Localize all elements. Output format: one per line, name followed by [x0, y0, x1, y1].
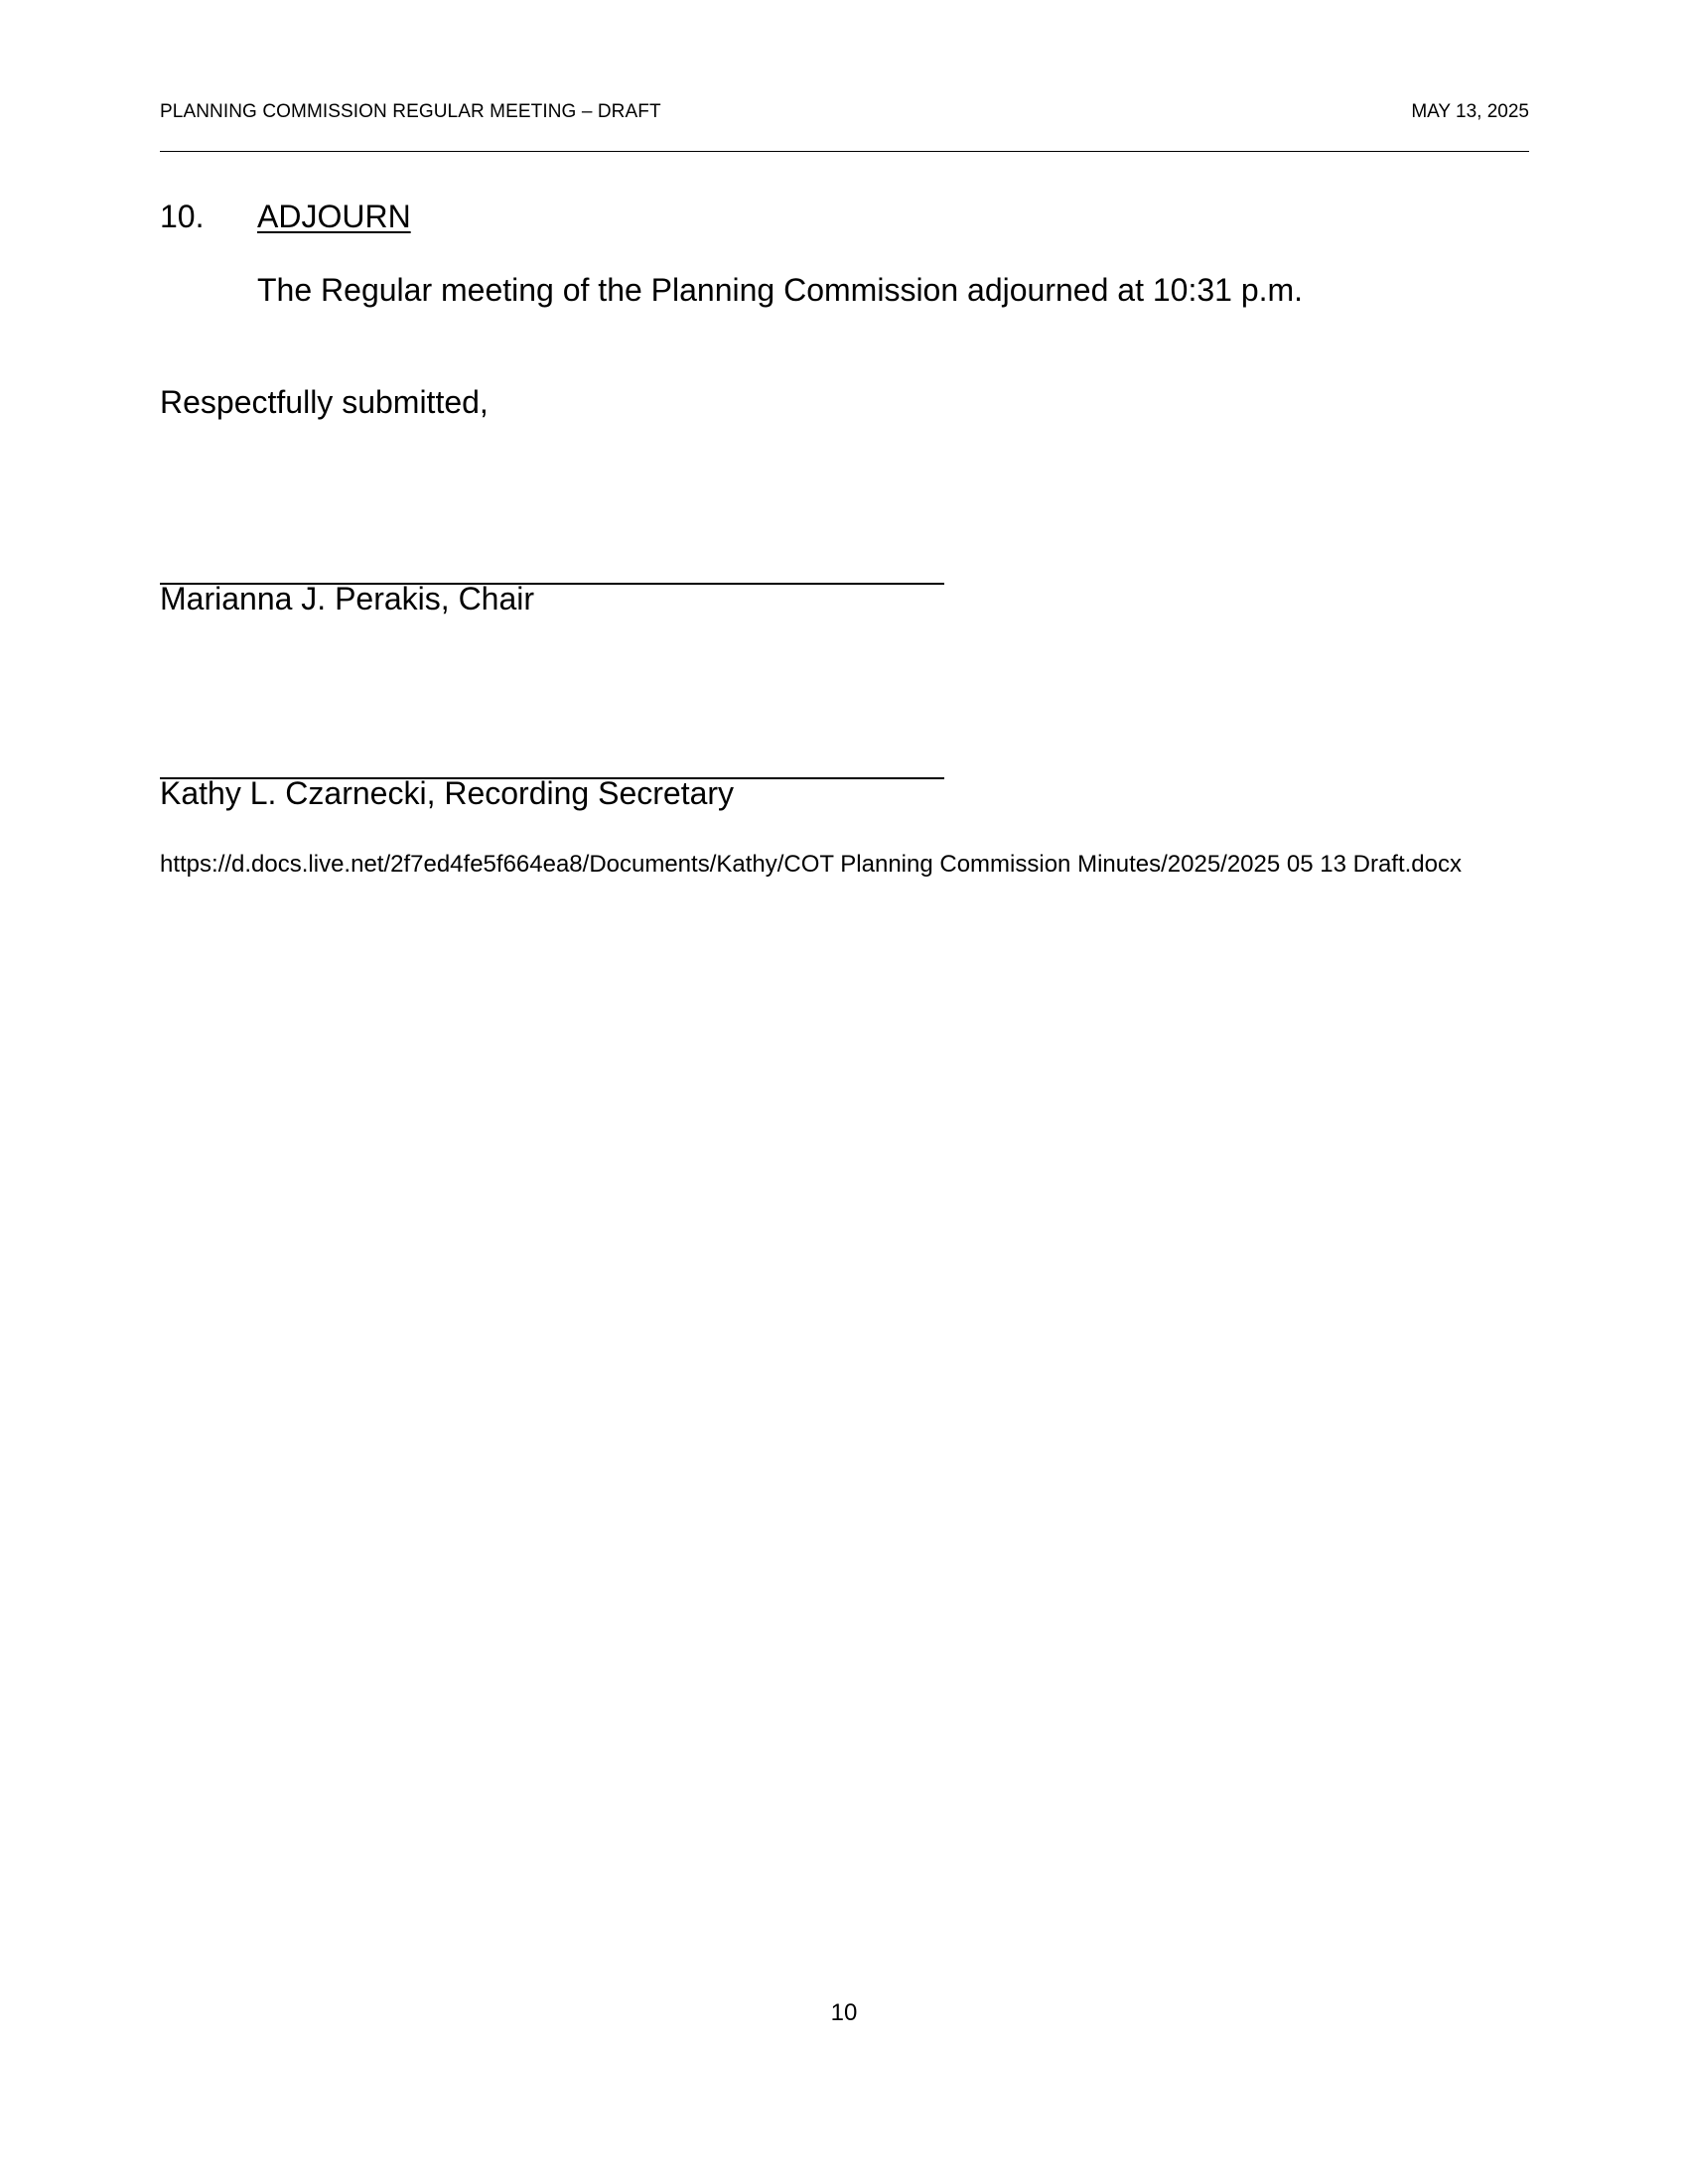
- closing-text: Respectfully submitted,: [160, 384, 489, 420]
- signature-name-secretary: Kathy L. Czarnecki, Recording Secretary: [160, 775, 735, 811]
- header-date: MAY 13, 2025: [1411, 101, 1529, 122]
- section-title: ADJOURN: [257, 199, 411, 234]
- document-file-path: https://d.docs.live.net/2f7ed4fe5f664ea8/Documents/Kathy/COT Planning Commission Minutes/2025/2025 05 13 Draft.docx: [160, 851, 1462, 878]
- page-header: [160, 101, 1529, 152]
- page-number: 10: [830, 1999, 858, 2026]
- header-title: PLANNING COMMISSION REGULAR MEETING – DRAFT: [160, 101, 661, 122]
- section-heading: [160, 199, 411, 235]
- section-body-text: The Regular meeting of the Planning Commission adjourned at 10:31 p.m.: [257, 272, 1304, 308]
- section-number: 10.: [160, 199, 205, 234]
- signature-name-chair: Marianna J. Perakis, Chair: [160, 581, 535, 616]
